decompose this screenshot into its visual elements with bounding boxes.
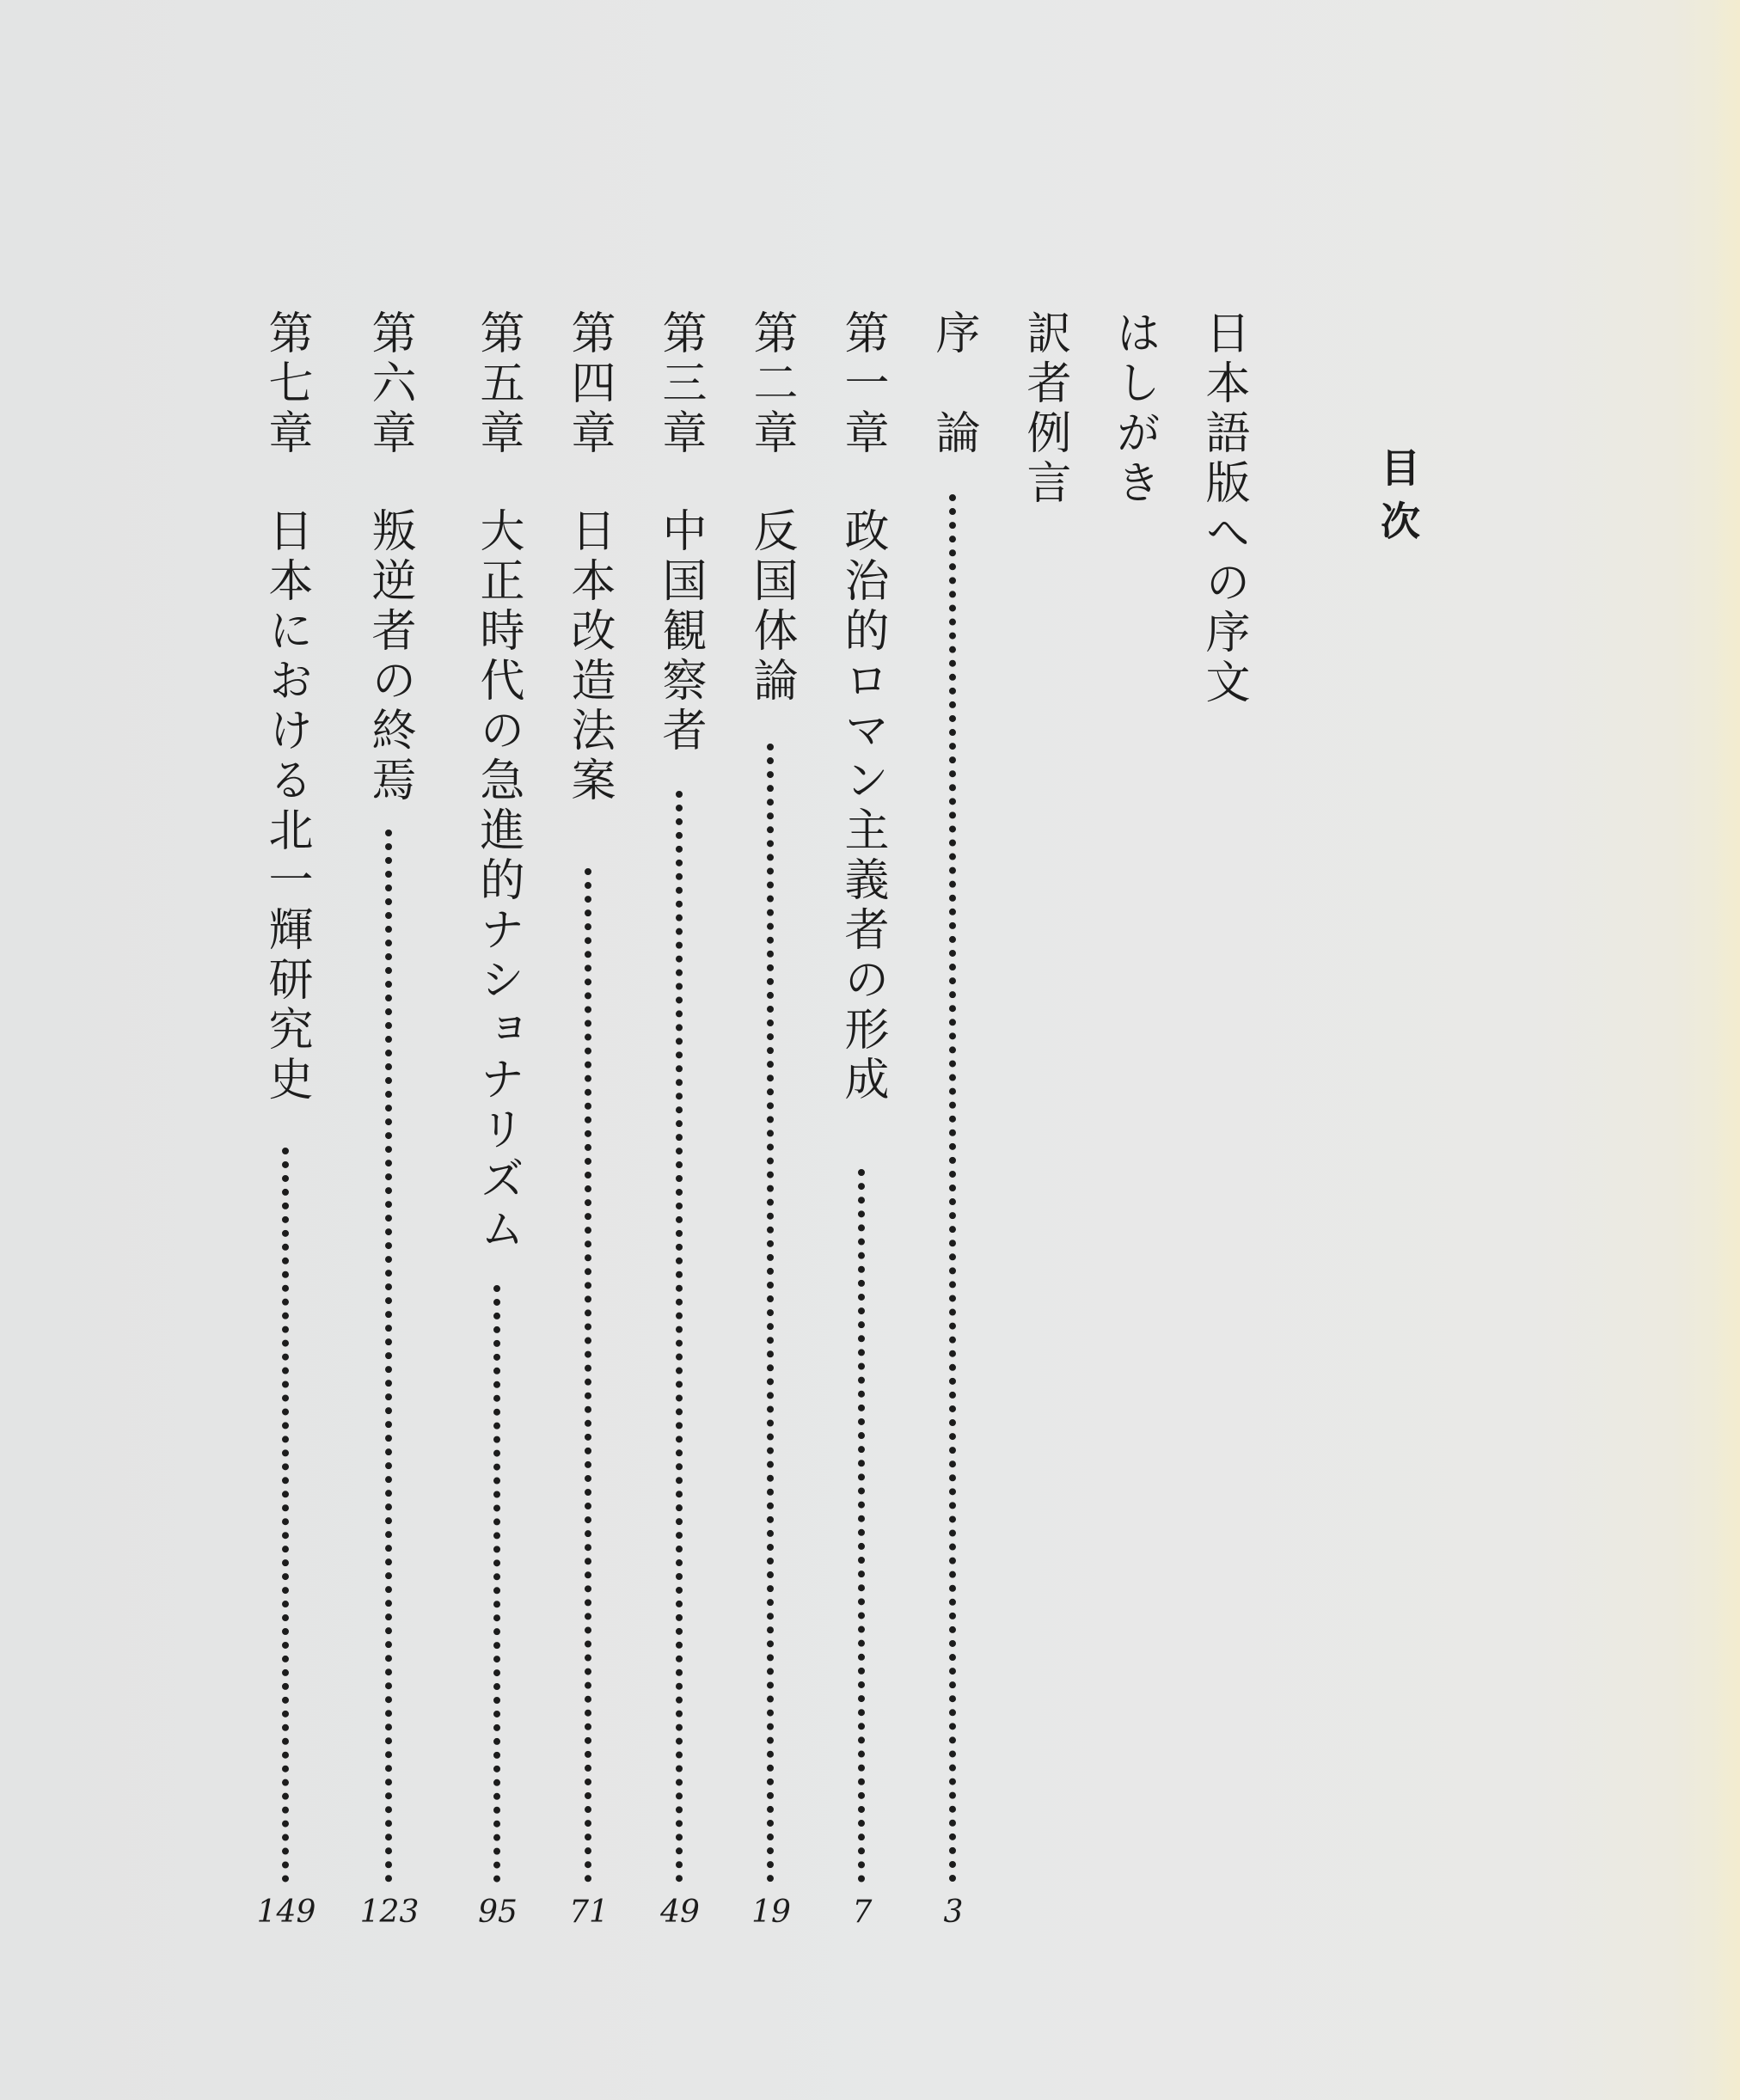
toc-entry-title: 大正時代の急進的ナショナリズム: [472, 507, 524, 1255]
dot-leader: [493, 1285, 500, 1883]
dot-leader: [385, 830, 392, 1883]
toc-entry-title: 叛逆者の終焉: [364, 507, 415, 806]
toc-entry-introduction[interactable]: [923, 309, 983, 1943]
toc-entry-title: 日本改造法案: [563, 507, 615, 806]
toc-entry-title: 政治的ロマン主義者の形成: [836, 507, 888, 1105]
toc-entry-chapter: 第二章: [745, 309, 797, 459]
toc-entry-chapter-3[interactable]: [650, 309, 710, 1943]
toc-page-number: 3: [943, 1895, 964, 1930]
toc-entry-chapter-4[interactable]: [559, 309, 619, 1943]
toc-entry-chapter-6[interactable]: [359, 309, 420, 1943]
toc-entry-chapter: 第六章: [364, 309, 415, 459]
toc-entry-title: 訳者例言: [1019, 309, 1070, 509]
toc-entry-preface-japanese[interactable]: [1193, 309, 1253, 1943]
table-of-contents: [0, 309, 1740, 1943]
toc-page-number: 7: [852, 1895, 873, 1930]
toc-entry-chapter: 第五章: [472, 309, 524, 459]
dot-leader: [676, 791, 683, 1883]
dot-leader: [949, 494, 956, 1883]
toc-entry-chapter: 第一章: [836, 309, 888, 459]
toc-entry-chapter-1[interactable]: [832, 309, 892, 1943]
toc-page-number: 123: [359, 1895, 420, 1930]
dot-leader: [858, 1169, 865, 1883]
toc-entry-title: 日本語版への序文: [1198, 309, 1249, 708]
toc-page-number: 71: [569, 1895, 609, 1930]
toc-entry-chapter: 第三章: [654, 309, 706, 459]
dot-leader: [282, 1148, 289, 1883]
toc-entry-translator-notes[interactable]: [1014, 309, 1075, 1943]
toc-entry-chapter: 第七章: [260, 309, 312, 459]
page-title: 目 次: [1375, 447, 1421, 541]
dot-leader: [585, 868, 591, 1883]
toc-entry-hashigaki[interactable]: [1104, 309, 1164, 1943]
dot-leader: [767, 744, 774, 1883]
toc-page-number: 49: [660, 1895, 700, 1930]
toc-entry-chapter: 第四章: [563, 309, 615, 459]
toc-entry-title: 反国体論: [745, 507, 797, 707]
toc-page-number: 149: [256, 1895, 316, 1930]
toc-entry-chapter-7[interactable]: [256, 309, 316, 1943]
toc-entry-chapter-2[interactable]: [741, 309, 801, 1943]
toc-entry-title: はしがき: [1108, 309, 1160, 509]
toc-entry-chapter-5[interactable]: [468, 309, 528, 1943]
toc-entry-title: 中国観察者: [654, 507, 706, 756]
toc-entry-chapter: 序 論: [928, 309, 979, 459]
toc-page-number: 19: [751, 1895, 791, 1930]
toc-entry-title: 日本における北一輝研究史: [260, 507, 312, 1105]
toc-page-number: 95: [478, 1895, 518, 1930]
